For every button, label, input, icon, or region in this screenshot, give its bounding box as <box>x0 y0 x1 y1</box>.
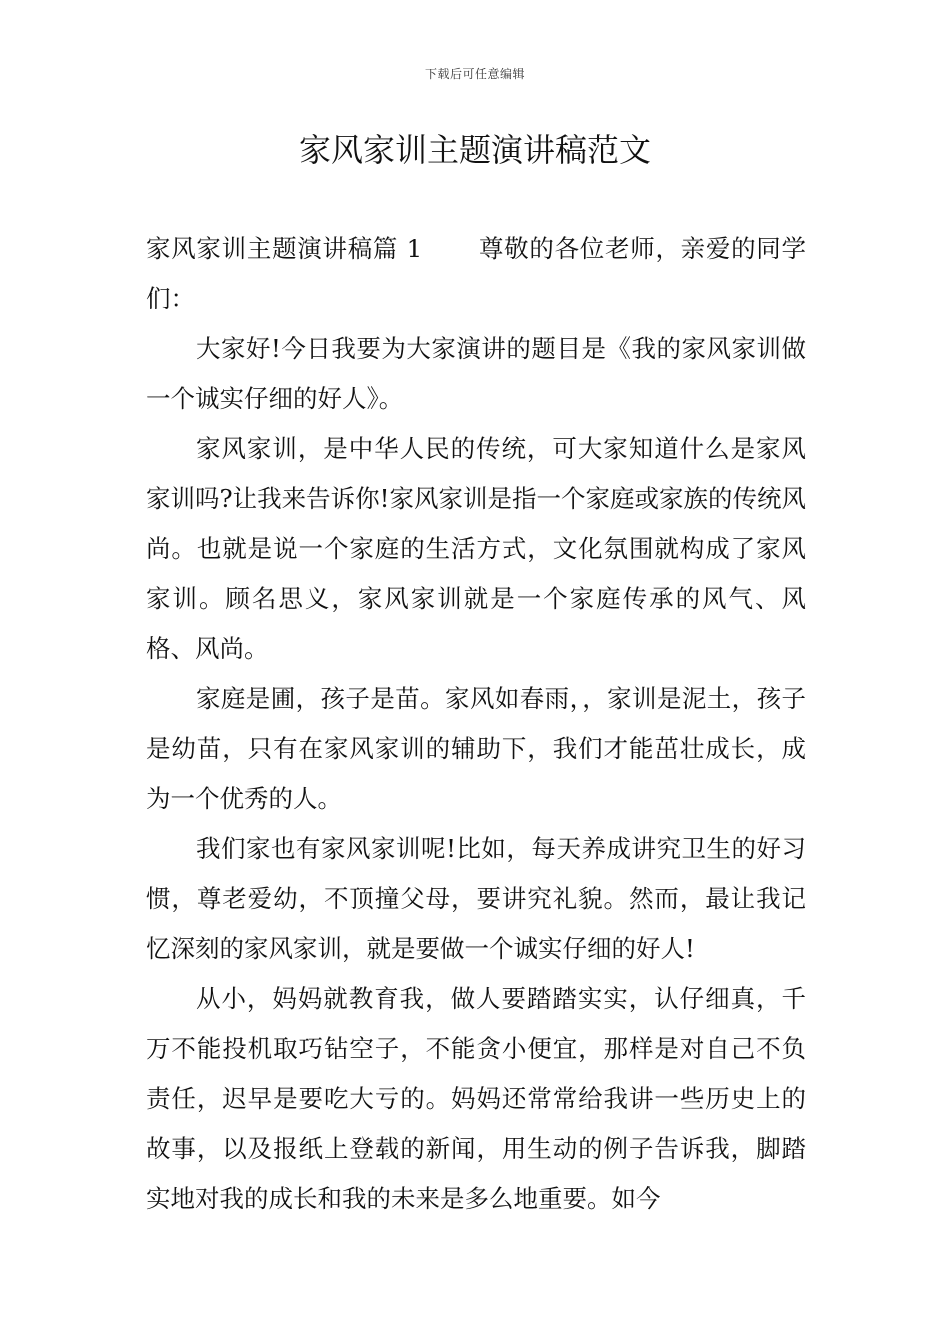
body-paragraph-3: 家庭是圃，孩子是苗。家风如春雨，，家训是泥土，孩子是幼苗，只有在家风家训的辅助下，我们才能茁壮成长，成为一个优秀的人。 <box>146 684 806 813</box>
document-title: 家风家训主题演讲稿范文 <box>298 131 651 169</box>
salutation: 尊敬的各位老师，亲爱的同学们： <box>146 234 807 313</box>
body-paragraph-2: 家风家训，是中华人民的传统，可大家知道什么是家风家训吗?让我来告诉你!家风家训是指一个家庭或家族的传统风尚。也就是说一个家庭的生活方式，文化氛围就构成了家风家训。顾名思义，家风家训就是一个家庭传承的风气、风格、风尚。 <box>146 434 806 663</box>
body-paragraph-5: 从小，妈妈就教育我，做人要踏踏实实，认仔细真，千万不能投机取巧钻空子，不能贪小便宜，那样是对自己不负责任，迟早是要吃大亏的。妈妈还常常给我讲一些历史上的故事，以及报纸上登载的新闻，用生动的例子告诉我，脚踏实地对我的成长和我的未来是多么地重要。如今 <box>146 984 806 1213</box>
intro-paragraph <box>146 224 806 324</box>
speech-heading: 家风家训主题演讲稿篇 1 <box>146 234 423 263</box>
document-body <box>146 224 806 1224</box>
body-paragraph-4: 我们家也有家风家训呢!比如，每天养成讲究卫生的好习惯，尊老爱幼，不顶撞父母，要讲究礼貌。然而，最让我记忆深刻的家风家训，就是要做一个诚实仔细的好人! <box>146 834 806 963</box>
header-note: 下载后可任意编辑 <box>424 67 525 81</box>
body-paragraph-1: 大家好!今日我要为大家演讲的题目是《我的家风家训做一个诚实仔细的好人》。 <box>146 334 806 413</box>
